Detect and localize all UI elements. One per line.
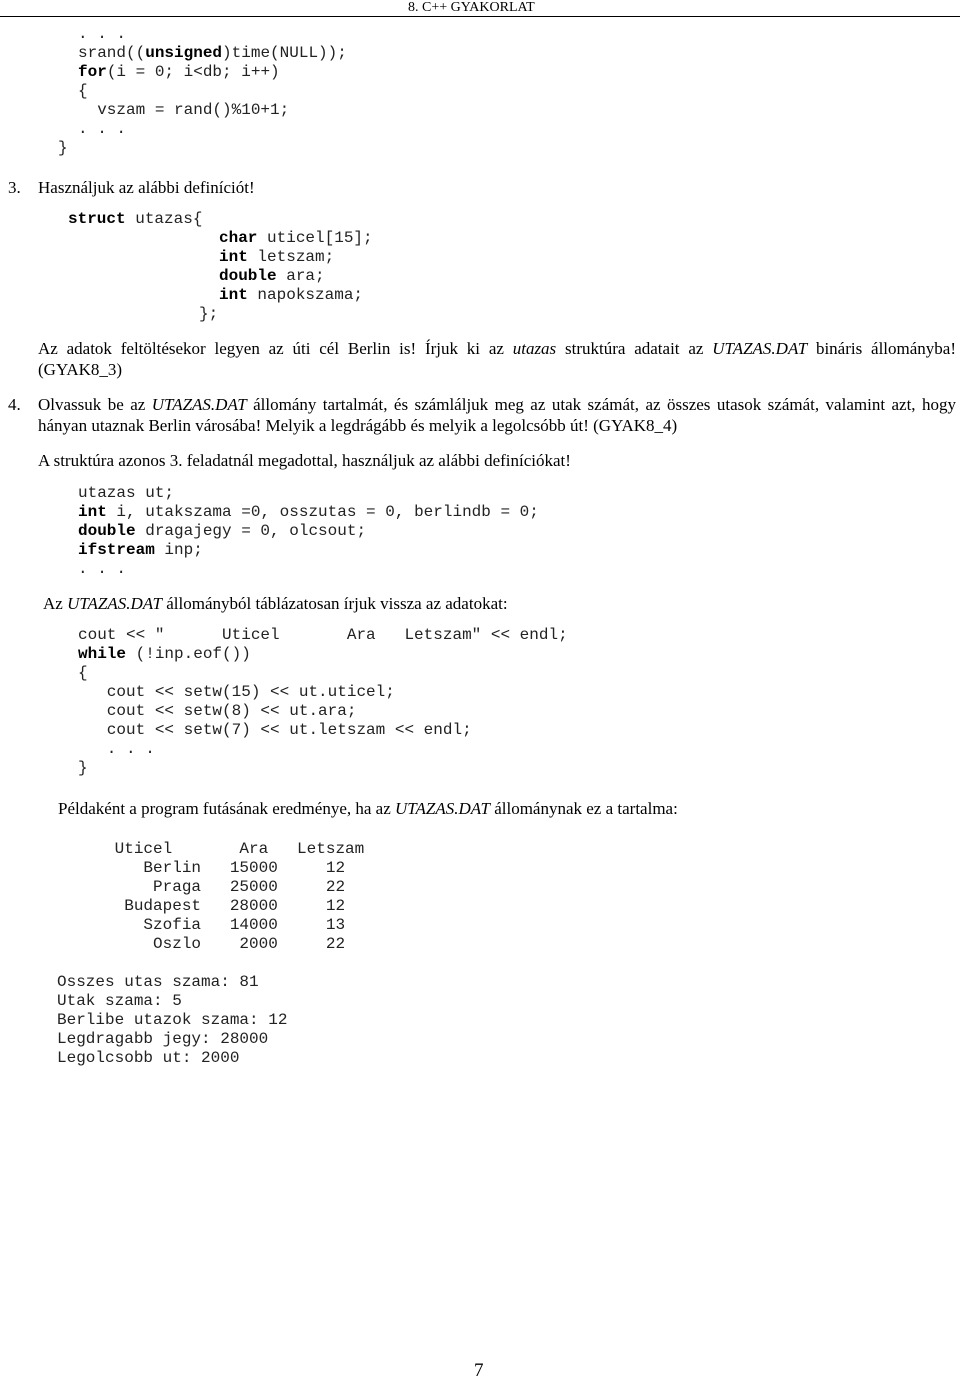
output-loop-code — [78, 626, 568, 778]
item-4-paragraph: Olvassuk be az UTAZAS.DAT állomány tartalmát, és számláljuk meg az utak számát, az összes utasok számát, valamint azt, hogy hányan utaznak Berlin városába! Melyik a legdrágább és melyik a legolcsóbb út! (GYAK8_4) — [38, 395, 956, 435]
code-line: cout << setw(15) << ut.uticel; — [78, 683, 395, 701]
struct-field: int letszam; — [219, 248, 335, 266]
code-line: while (!inp.eof()) — [78, 645, 251, 663]
struct-field: int napokszama; — [219, 286, 364, 304]
struct-field: char uticel[15]; — [219, 229, 373, 247]
code-line: for(i = 0; i<db; i++) — [78, 63, 280, 81]
code-line: cout << " Uticel Ara Letszam" << endl; — [78, 626, 568, 644]
summary-line: Legdragabb jegy: 28000 — [57, 1030, 269, 1048]
code-line: . . . — [78, 120, 127, 138]
summary-line: Utak szama: 5 — [57, 992, 182, 1010]
struct-field: double ara; — [219, 267, 325, 285]
code-line: cout << setw(8) << ut.ara; — [78, 702, 357, 720]
output-row: Praga 25000 22 — [57, 878, 346, 896]
table-instruction: Az UTAZAS.DAT állományból táblázatosan írjuk vissza az adatokat: — [43, 594, 508, 613]
output-row: Budapest 28000 12 — [57, 897, 346, 915]
program-output-summary — [57, 973, 287, 1068]
item-3-text: Használjuk az alábbi definíciót! — [38, 178, 255, 197]
code-line: . . . — [78, 560, 127, 578]
item-number-4: 4. — [8, 395, 21, 414]
header-rule — [0, 16, 960, 17]
example-intro: Példaként a program futásának eredménye, ha az UTAZAS.DAT állománynak ez a tartalma: — [58, 799, 678, 818]
page-number: 7 — [474, 1360, 484, 1381]
code-line: } — [78, 759, 88, 777]
code-line: { — [78, 664, 88, 682]
struct-fields — [219, 229, 373, 305]
output-row: Szofia 14000 13 — [57, 916, 346, 934]
code-block-random — [78, 25, 347, 139]
output-header-row: Uticel Ara Letszam — [57, 840, 365, 858]
declarations-code — [78, 484, 539, 579]
struct-definition: struct utazas{ — [68, 210, 203, 228]
code-line: utazas ut; — [78, 484, 175, 502]
code-line: ifstream inp; — [78, 541, 203, 559]
summary-line: Berlibe utazok szama: 12 — [57, 1011, 288, 1029]
code-line: int i, utakszama =0, osszutas = 0, berlindb = 0; — [78, 503, 539, 521]
item-4-note: A struktúra azonos 3. feladatnál megadottal, használjuk az alábbi definíciókat! — [38, 451, 571, 470]
struct-close: }; — [199, 305, 219, 323]
code-line: srand((unsigned)time(NULL)); — [78, 44, 347, 62]
code-closing-brace: } — [58, 139, 68, 157]
chapter-header: 8. C++ GYAKORLAT — [408, 0, 535, 15]
code-line: . . . — [78, 25, 127, 43]
program-output-table — [57, 840, 364, 954]
output-row: Oszlo 2000 22 — [57, 935, 346, 953]
output-row: Berlin 15000 12 — [57, 859, 346, 877]
code-line: cout << setw(7) << ut.letszam << endl; — [78, 721, 472, 739]
item-3-paragraph: Az adatok feltöltésekor legyen az úti cél Berlin is! Írjuk ki az utazas struktúra adatait az UTAZAS.DAT bináris állományba! (GYAK8_3) — [38, 339, 956, 379]
code-line: double dragajegy = 0, olcsout; — [78, 522, 367, 540]
item-number-3: 3. — [8, 178, 21, 197]
code-line: vszam = rand()%10+1; — [78, 101, 290, 119]
summary-line: Legolcsobb ut: 2000 — [57, 1049, 240, 1067]
code-line: { — [78, 82, 88, 100]
summary-line: Osszes utas szama: 81 — [57, 973, 259, 991]
code-line: . . . — [78, 740, 155, 758]
